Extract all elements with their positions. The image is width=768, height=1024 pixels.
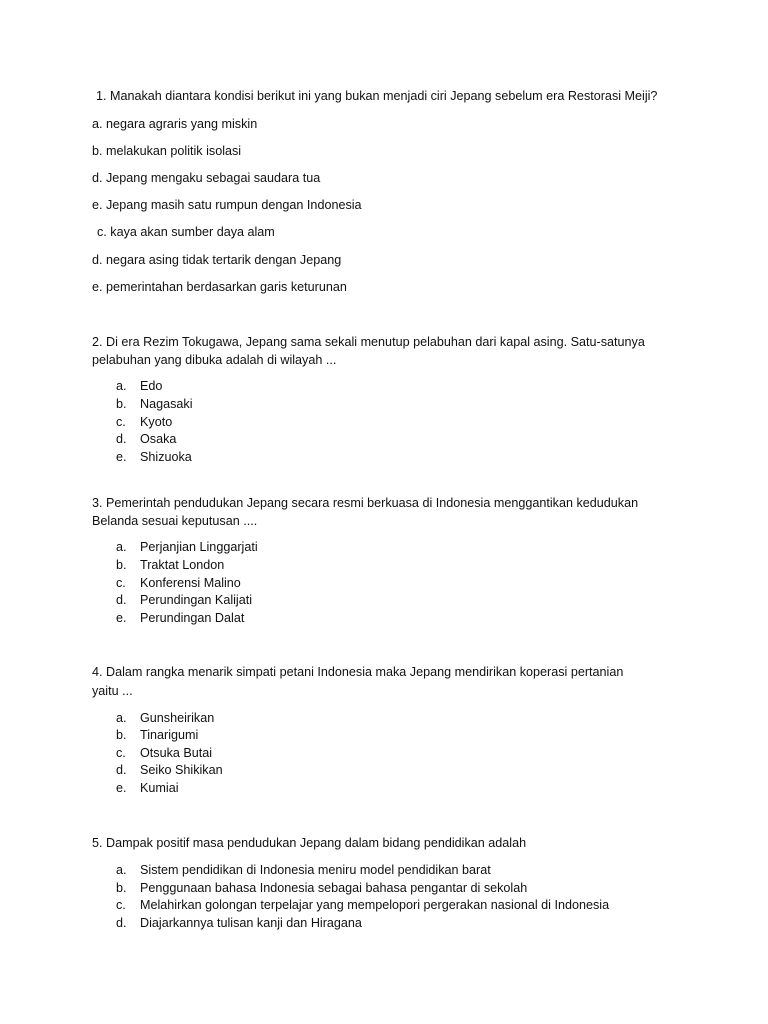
question-4-text-line2: yaitu ... [92, 684, 133, 698]
option-letter: c. [116, 415, 126, 429]
option-letter: b. [116, 397, 127, 411]
option-letter: c. [116, 746, 126, 760]
option-text: Konferensi Malino [140, 576, 241, 590]
question-3-text-line1: 3. Pemerintah pendudukan Jepang secara resmi berkuasa di Indonesia menggantikan kedudukan [92, 496, 639, 510]
option-letter: e. [116, 450, 127, 464]
option-letter: a. [116, 540, 127, 554]
question-3-text-line2: Belanda sesuai keputusan .... [92, 514, 258, 528]
question-1-option: c. kaya akan sumber daya alam [97, 225, 275, 239]
option-text: Edo [140, 379, 163, 393]
option-text: Penggunaan bahasa Indonesia sebagai bahasa pengantar di sekolah [140, 881, 528, 895]
option-letter: a. [116, 863, 127, 877]
question-1-option: e. pemerintahan berdasarkan garis keturunan [92, 280, 347, 294]
option-text: Seiko Shikikan [140, 763, 223, 777]
option-text: Kumiai [140, 781, 179, 795]
option-letter: c. [116, 576, 126, 590]
option-text: Osaka [140, 432, 177, 446]
option-text: Perundingan Dalat [140, 611, 245, 625]
option-text: Shizuoka [140, 450, 192, 464]
question-1-option: d. negara asing tidak tertarik dengan Jepang [92, 253, 342, 267]
option-letter: a. [116, 379, 127, 393]
question-1-option: d. Jepang mengaku sebagai saudara tua [92, 171, 321, 185]
question-5-text: 5. Dampak positif masa pendudukan Jepang dalam bidang pendidikan adalah [92, 836, 527, 850]
option-letter: e. [116, 611, 127, 625]
option-letter: b. [116, 728, 127, 742]
option-text: Traktat London [140, 558, 225, 572]
option-letter: e. [116, 781, 127, 795]
option-letter: d. [116, 763, 127, 777]
option-text: Diajarkannya tulisan kanji dan Hiragana [140, 916, 362, 930]
option-letter: d. [116, 593, 127, 607]
question-1-text: 1. Manakah diantara kondisi berikut ini yang bukan menjadi ciri Jepang sebelum era Restorasi Meiji? [96, 89, 658, 103]
question-1-option: a. negara agraris yang miskin [92, 117, 258, 131]
option-letter: b. [116, 558, 127, 572]
option-text: Perjanjian Linggarjati [140, 540, 258, 554]
question-4-text-line1: 4. Dalam rangka menarik simpati petani Indonesia maka Jepang mendirikan koperasi pertanian [92, 665, 624, 679]
option-letter: a. [116, 711, 127, 725]
option-text: Melahirkan golongan terpelajar yang mempelopori pergerakan nasional di Indonesia [140, 898, 610, 912]
option-text: Otsuka Butai [140, 746, 213, 760]
option-letter: b. [116, 881, 127, 895]
question-1-option: e. Jepang masih satu rumpun dengan Indonesia [92, 198, 362, 212]
option-letter: d. [116, 432, 127, 446]
question-2-text-line1: 2. Di era Rezim Tokugawa, Jepang sama sekali menutup pelabuhan dari kapal asing. Satu-satunya [92, 335, 645, 349]
option-text: Tinarigumi [140, 728, 199, 742]
question-2-text-line2: pelabuhan yang dibuka adalah di wilayah ... [92, 353, 337, 367]
option-text: Kyoto [140, 415, 173, 429]
option-letter: d. [116, 916, 127, 930]
option-text: Sistem pendidikan di Indonesia meniru model pendidikan barat [140, 863, 491, 877]
option-letter: c. [116, 898, 126, 912]
option-text: Perundingan Kalijati [140, 593, 253, 607]
option-text: Gunsheirikan [140, 711, 215, 725]
question-1-option: b. melakukan politik isolasi [92, 144, 242, 158]
option-text: Nagasaki [140, 397, 193, 411]
